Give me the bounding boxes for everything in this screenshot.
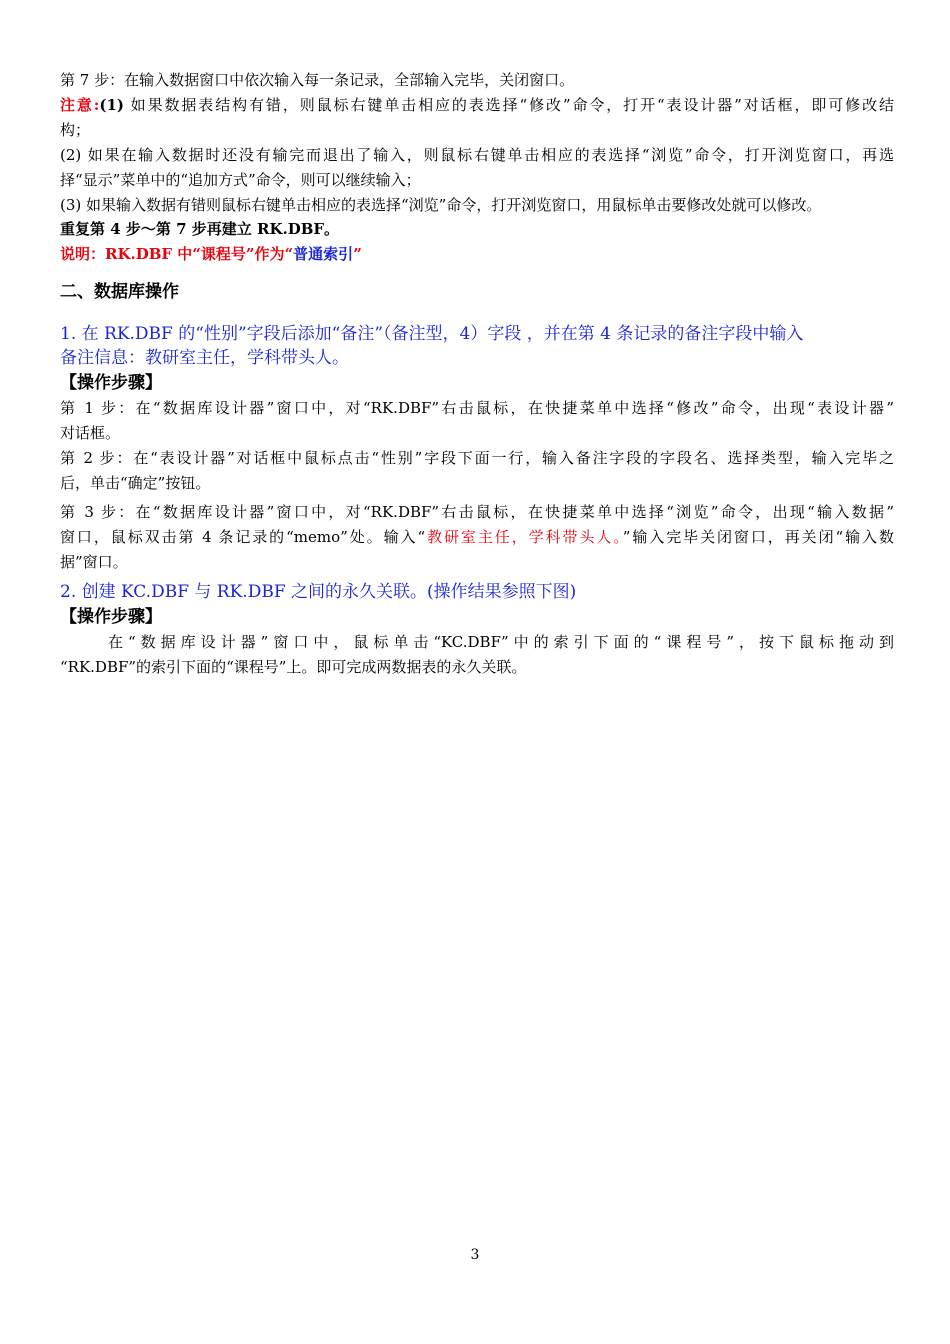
step-1-line-a: 第 1 步：在“数据库设计器”窗口中，对“RK.DBF”右击鼠标，在快捷菜单中选择“修改”命令，出现“表设计器” (60, 399, 894, 417)
note-line-2a: (2) 如果在输入数据时还没有输完而退出了输入，则鼠标右键单击相应的表选择“浏览”命令，打开浏览窗口，再选 (60, 146, 894, 164)
note-text-1a: 如果数据表结构有错，则鼠标右键单击相应的表选择“修改”命令，打开“表设计器”对话框，即可修改结 (124, 96, 894, 114)
note-line-1b: 构； (60, 121, 91, 139)
explain-line (60, 244, 362, 264)
q2-paragraph-line-1: 在“数据库设计器”窗口中，鼠标单击“KC.DBF”中的索引下面的“课程号”，按下鼠标拖动到 (108, 633, 894, 651)
explain-part-a: 说明：RK.DBF 中“课程号”作为“ (60, 245, 294, 263)
step-3-text-b1: 窗口，鼠标双击第 4 条记录的“memo”处。输入“ (60, 528, 426, 546)
note-line-2b: 择“显示”菜单中的“追加方式”命令，则可以继续输入； (60, 171, 421, 189)
note-line-1 (60, 95, 894, 115)
note-label: 注意: (60, 96, 100, 114)
step-3-memo-content: 教研室主任，学科带头人。 (425, 528, 623, 546)
step-3-line-c: 据”窗口。 (60, 553, 128, 571)
step7-text: 第 7 步：在输入数据窗口中依次输入每一条记录，全部输入完毕，关闭窗口。 (60, 71, 575, 89)
step-2-line-b: 后，单击“确定”按钮。 (60, 474, 211, 492)
step-1-line-b: 对话框。 (60, 424, 121, 442)
step-2-line-a: 第 2 步：在“表设计器”对话框中鼠标点击“性别”字段下面一行，输入备注字段的字段名、选择类型，输入完毕之 (60, 449, 894, 467)
steps-heading-2: 【操作步骤】 (60, 607, 162, 627)
step-3-line-a: 第 3 步：在“数据库设计器”窗口中，对“RK.DBF”右击鼠标，在快捷菜单中选择“浏览”命令，出现“输入数据” (60, 503, 894, 521)
question-1-line-1: 1. 在 RK.DBF 的“性别”字段后添加“备注”（备注型，4）字段 ，并在第 4 条记录的备注字段中输入 (60, 324, 804, 344)
steps-heading-1: 【操作步骤】 (60, 373, 162, 393)
step-3-line-b (60, 527, 894, 547)
repeat-instruction: 重复第 4 步～第 7 步再建立 RK.DBF。 (60, 220, 340, 238)
step-3-text-b3: ”输入完毕关闭窗口，再关闭“输入数 (622, 528, 894, 546)
explain-part-b: 普通索引 (293, 245, 354, 263)
explain-part-c: ” (353, 245, 362, 263)
section-2-heading: 二、数据库操作 (60, 282, 179, 302)
note-number-1: (1) (99, 96, 124, 114)
q2-paragraph-line-2: “RK.DBF”的索引下面的“课程号”上。即可完成两数据表的永久关联。 (60, 658, 527, 676)
question-2-line-1: 2. 创建 KC.DBF 与 RK.DBF 之间的永久关联。(操作结果参照下图) (60, 582, 577, 602)
note-line-3: (3) 如果输入数据有错则鼠标右键单击相应的表选择“浏览”命令，打开浏览窗口，用鼠标单击要修改处就可以修改。 (60, 196, 822, 214)
page-number: 3 (470, 1247, 480, 1263)
question-1-line-2: 备注信息：教研室主任，学科带头人。 (60, 348, 349, 368)
